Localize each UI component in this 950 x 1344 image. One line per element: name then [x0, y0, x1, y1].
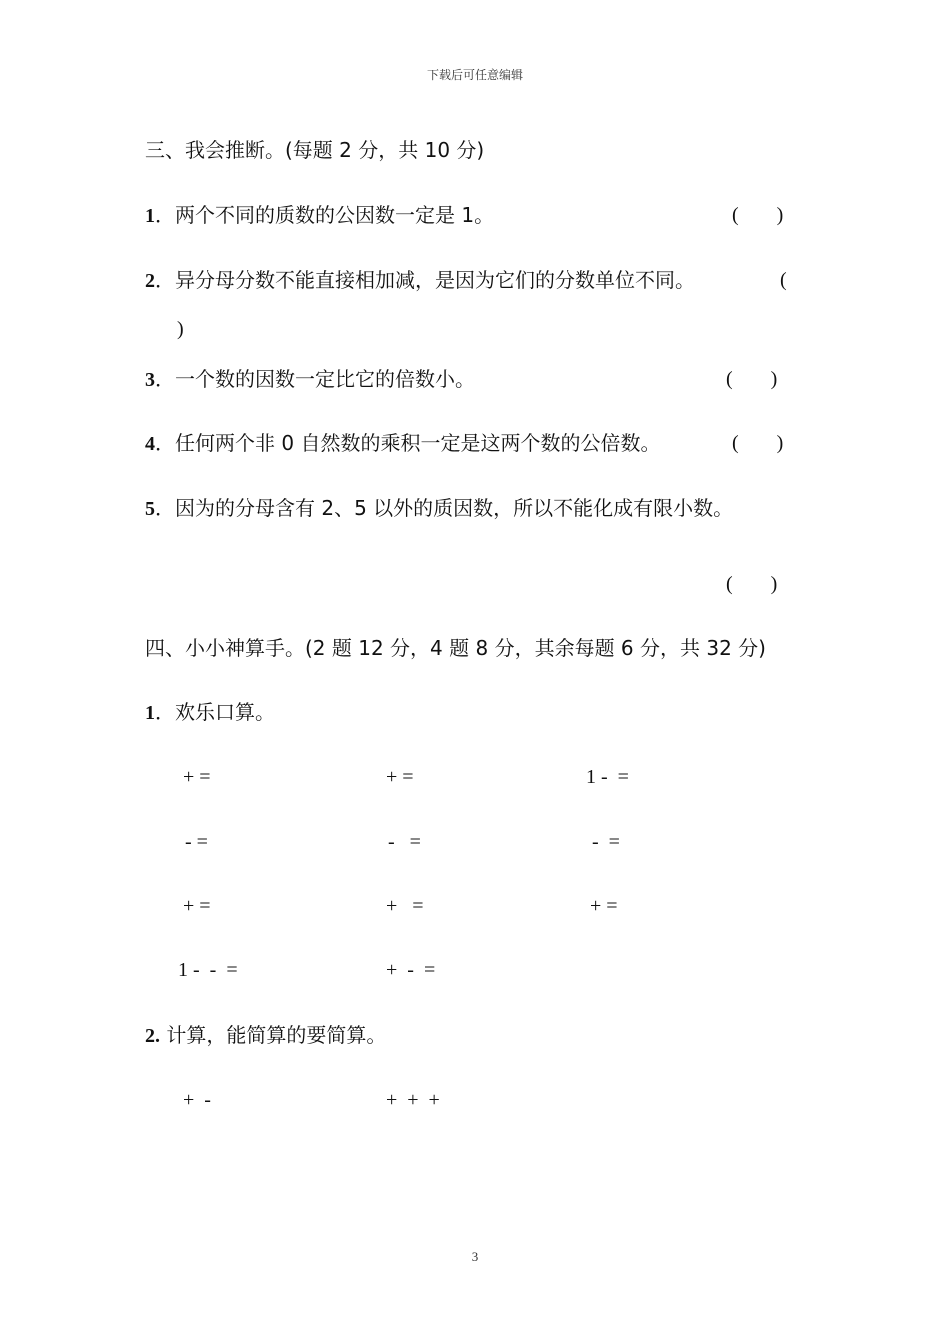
oral-calc-3-2: + = — [386, 895, 424, 917]
answer-blank-2-close[interactable]: ) — [177, 318, 184, 340]
item-text: ．欢乐口算。 — [155, 700, 275, 724]
page-header: 下载后可任意编辑 — [426, 68, 523, 82]
oral-calc-4-2: + - = — [386, 959, 436, 981]
oral-calc-3-1: + = — [183, 895, 211, 917]
section4-title: 四、小小神算手。(2 题 12 分，4 题 8 分，其余每题 6 分，共 32 分) — [145, 636, 766, 660]
item-number: 4 — [145, 433, 155, 455]
item-text: ．异分母分数不能直接相加减，是因为它们的分数单位不同。 — [155, 268, 695, 292]
item-text: ．因为的分母含有 2、5 以外的质因数，所以不能化成有限小数。 — [155, 496, 734, 520]
oral-calc-1-3: 1 - = — [586, 766, 629, 788]
answer-blank-5[interactable]: ( ) — [726, 573, 778, 595]
page-number: 3 — [471, 1249, 479, 1264]
section3-item-5 — [145, 495, 733, 522]
answer-blank-4[interactable]: ( ) — [732, 432, 784, 454]
item-number: 2. — [145, 1025, 160, 1047]
section3-item-3 — [145, 366, 475, 393]
calc-expr-2: + + + — [386, 1089, 440, 1111]
answer-blank-3[interactable]: ( ) — [726, 368, 778, 390]
section3-item-2 — [145, 267, 695, 294]
item-number: 2 — [145, 270, 155, 292]
item-text: ．一个数的因数一定比它的倍数小。 — [155, 367, 475, 391]
oral-calc-3-3: + = — [590, 895, 618, 917]
item-number: 5 — [145, 498, 155, 520]
oral-calc-1-2: + = — [386, 766, 414, 788]
item-text: 计算，能简算的要简算。 — [160, 1023, 387, 1047]
oral-calc-4-1: 1 - - = — [178, 959, 238, 981]
oral-calc-2-2: - = — [388, 831, 421, 853]
oral-calc-2-3: - = — [592, 831, 620, 853]
item-number: 1 — [145, 205, 155, 227]
item-number: 3 — [145, 369, 155, 391]
oral-calc-1-1: + = — [183, 766, 211, 788]
section3-item-4 — [145, 430, 660, 457]
answer-blank-2-open[interactable]: ( — [780, 269, 787, 291]
item-number: 1 — [145, 702, 155, 724]
item-text: ．任何两个非 0 自然数的乘积一定是这两个数的公倍数。 — [155, 431, 661, 455]
section3-item-1 — [145, 202, 494, 229]
section3-title: 三、我会推断。(每题 2 分，共 10 分) — [145, 138, 485, 162]
oral-calc-2-1: - = — [185, 831, 208, 853]
section4-q1 — [145, 699, 275, 726]
section4-q2 — [145, 1022, 386, 1049]
calc-expr-1: + - — [183, 1089, 211, 1111]
item-text: ．两个不同的质数的公因数一定是 1。 — [155, 203, 495, 227]
answer-blank-1[interactable]: ( ) — [732, 204, 784, 226]
